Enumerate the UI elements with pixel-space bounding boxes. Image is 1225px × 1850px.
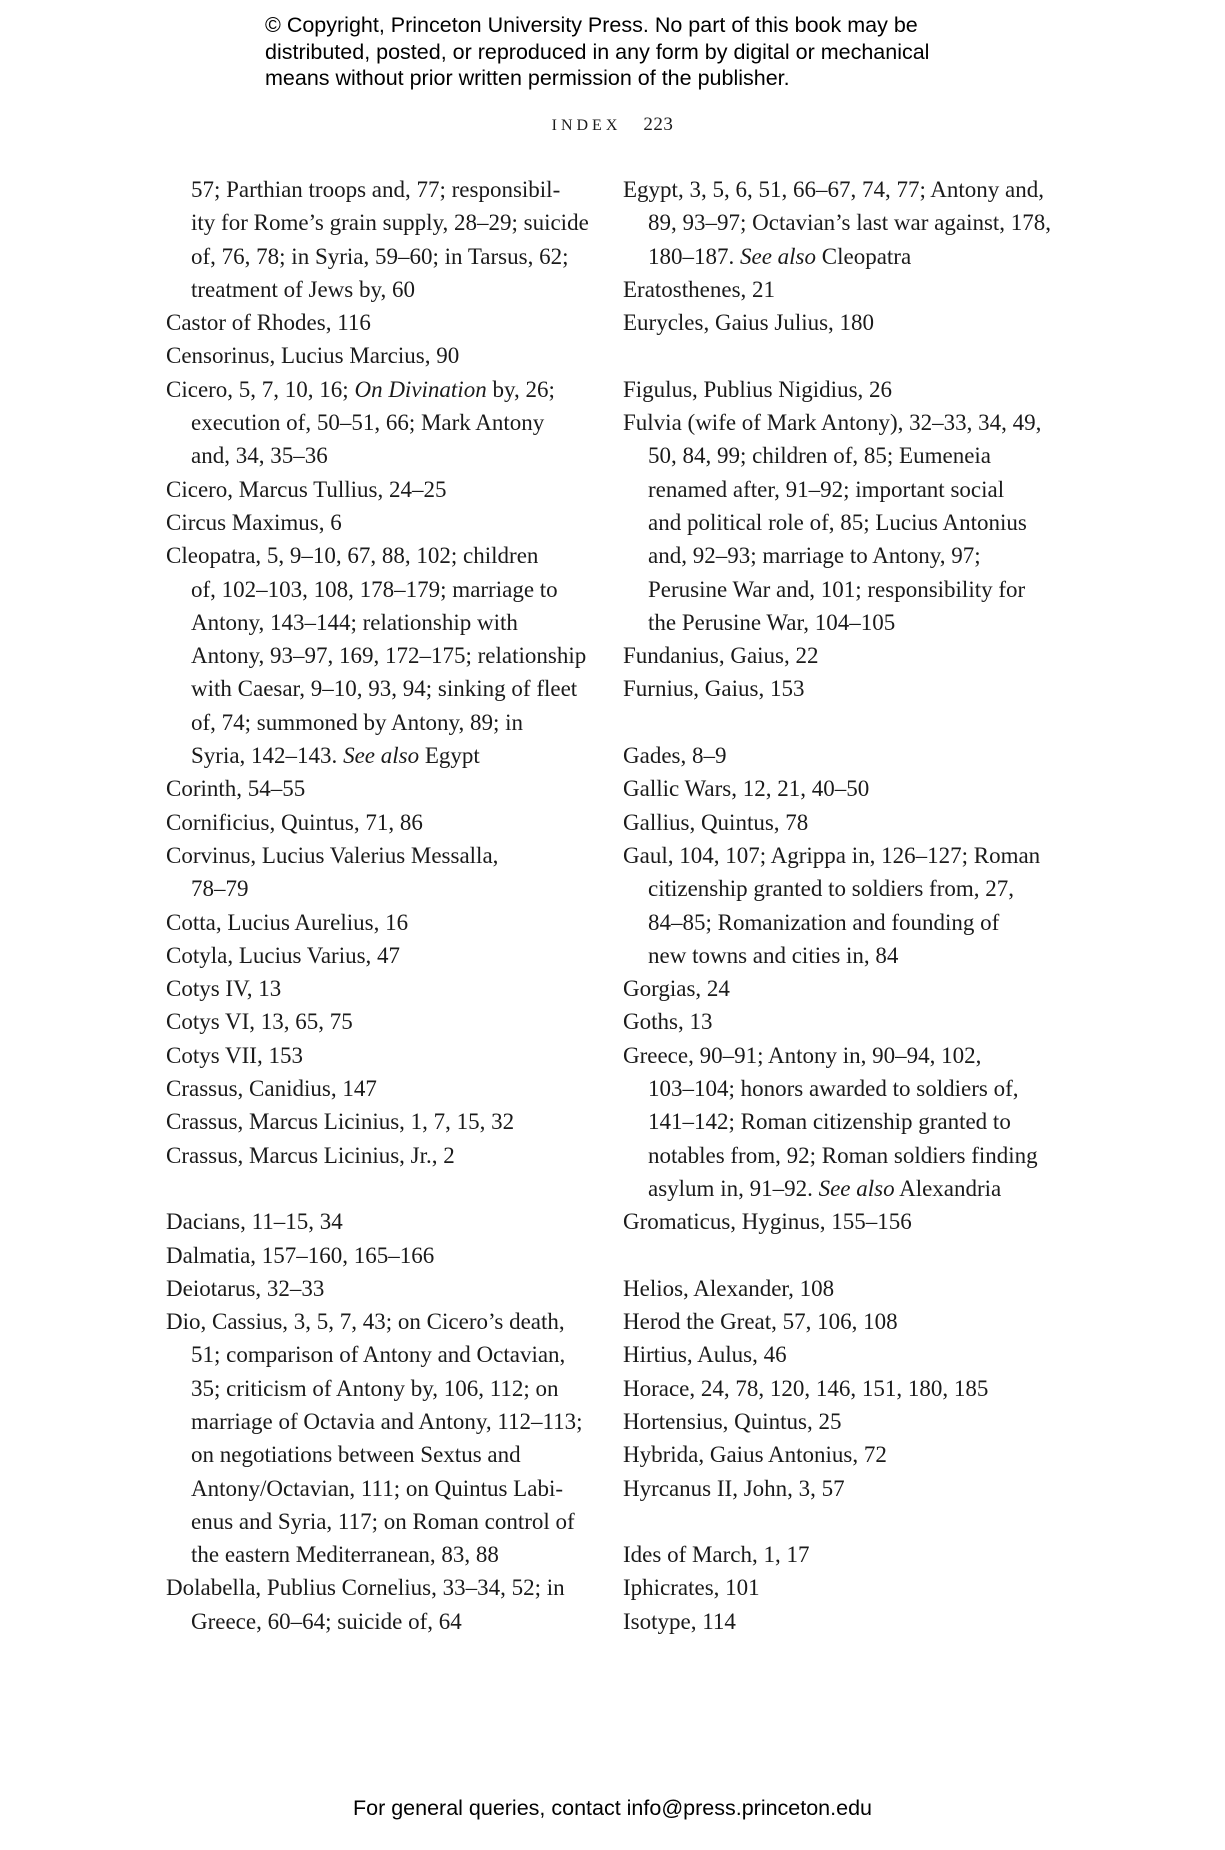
- index-entry: Crassus, Marcus Licinius, Jr., 2: [166, 1142, 455, 1168]
- index-entry: Gallius, Quintus, 78: [623, 809, 809, 835]
- index-entry: Corinth, 54–55: [166, 776, 306, 802]
- index-column-left: [166, 173, 596, 1638]
- copyright-notice: [265, 12, 1005, 92]
- index-entry: Cotys VI, 13, 65, 75: [166, 1009, 353, 1035]
- index-entry: Censorinus, Lucius Marcius, 90: [166, 343, 460, 369]
- index-entry: Hybrida, Gaius Antonius, 72: [623, 1442, 887, 1468]
- index-entry: Dalmatia, 157–160, 165–166: [166, 1242, 435, 1268]
- index-entry: Dacians, 11–15, 34: [166, 1209, 343, 1235]
- index-entry: Gromaticus, Hyginus, 155–156: [623, 1209, 912, 1235]
- index-entry: Gades, 8–9: [623, 743, 727, 769]
- index-entry: Cicero, 5, 7, 10, 16; On Divination by, 26; execution of, 50–51, 66; Mark Antony and, 34, 35–36: [166, 376, 555, 469]
- index-entry: Dolabella, Publius Cornelius, 33–34, 52; in Greece, 60–64; suicide of, 64: [166, 1575, 565, 1634]
- index-entry: Ides of March, 1, 17: [623, 1542, 810, 1568]
- index-entry: Gorgias, 24: [623, 976, 730, 1002]
- index-entry: Greece, 90–91; Antony in, 90–94, 102, 103–104; honors awarded to soldiers of, 141–142; Roman citizenship granted to notables from, 92; Roman soldiers finding asylum in, 91–92. See also Alexandria: [623, 1042, 1038, 1201]
- index-entry: Furnius, Gaius, 153: [623, 676, 805, 702]
- index-entry: Fulvia (wife of Mark Antony), 32–33, 34, 49, 50, 84, 99; children of, 85; Eumeneia renamed after, 91–92; important social and political role of, 85; Lucius Antonius and, 92–93; marriage to Antony, 97; Perusine War and, 101; responsibility for the Perusine War, 104–105: [623, 410, 1042, 635]
- index-entry: Goths, 13: [623, 1009, 713, 1035]
- index-entry: Eurycles, Gaius Julius, 180: [623, 310, 875, 336]
- index-entry: Hortensius, Quintus, 25: [623, 1408, 842, 1434]
- index-entry: Hirtius, Aulus, 46: [623, 1342, 787, 1368]
- index-entry: Circus Maximus, 6: [166, 509, 342, 535]
- index-entry: Cleopatra, 5, 9–10, 67, 88, 102; children of, 102–103, 108, 178–179; marriage to Antony, 143–144; relationship with Antony, 93–97, 169, 172–175; relationship with Caesar, 9–10, 93, 94; sinking of fleet of, 74; summoned by Antony, 89; in Syria, 142–143. See also Egypt: [166, 543, 587, 769]
- index-entry: Fundanius, Gaius, 22: [623, 643, 819, 669]
- index-entry: Figulus, Publius Nigidius, 26: [623, 376, 893, 402]
- index-entry: Corvinus, Lucius Valerius Messalla, 78–79: [166, 842, 499, 902]
- page-number: 223: [643, 114, 674, 135]
- index-entry: Eratosthenes, 21: [623, 276, 776, 302]
- index-entry: Isotype, 114: [623, 1608, 736, 1634]
- running-head-label: INDEX: [551, 117, 622, 134]
- index-entry: Dio, Cassius, 3, 5, 7, 43; on Cicero’s death, 51; comparison of Antony and Octavian, 35; criticism of Antony by, 106, 112; on marriage of Octavia and Antony, 112–113; on negotiations between Sextus and Antony/Octavian, 111; on Quintus Labi- enus and Syria, 117; on Roman control of the eastern Mediterranean, 83, 88: [166, 1309, 583, 1568]
- index-entry: Cotta, Lucius Aurelius, 16: [166, 909, 409, 935]
- copyright-line: distributed, posted, or reproduced in any form by digital or mechanical: [265, 39, 930, 64]
- index-entry: Horace, 24, 78, 120, 146, 151, 180, 185: [623, 1375, 989, 1401]
- index-entry: 57; Parthian troops and, 77; responsibil- ity for Rome’s grain supply, 28–29; suicide of, 76, 78; in Syria, 59–60; in Tarsus, 62; treatment of Jews by, 60: [191, 177, 589, 302]
- index-entry: Gaul, 104, 107; Agrippa in, 126–127; Roman citizenship granted to soldiers from, 27, 84–85; Romanization and founding of new towns and cities in, 84: [623, 842, 1041, 968]
- index-entry: Cotys IV, 13: [166, 976, 282, 1002]
- index-column-right: [623, 173, 1063, 1638]
- index-entry: Egypt, 3, 5, 6, 51, 66–67, 74, 77; Antony and, 89, 93–97; Octavian’s last war against, 178, 180–187. See also Cleopatra: [623, 177, 1052, 269]
- index-entry: Iphicrates, 101: [623, 1575, 760, 1601]
- copyright-line: © Copyright, Princeton University Press. No part of this book may be: [265, 13, 918, 37]
- index-entry: Cornificius, Quintus, 71, 86: [166, 809, 423, 835]
- index-entry: Cotys VII, 153: [166, 1042, 303, 1068]
- index-entry: Crassus, Canidius, 147: [166, 1076, 377, 1102]
- letter-group-gap: [623, 339, 1063, 372]
- running-head: [0, 114, 1225, 136]
- footer-contact: For general queries, contact info@press.princeton.edu: [352, 1796, 872, 1820]
- index-entry: Helios, Alexander, 108: [623, 1275, 835, 1301]
- letter-group-gap: [623, 706, 1063, 739]
- index-entry: Crassus, Marcus Licinius, 1, 7, 15, 32: [166, 1109, 515, 1135]
- index-entry: Gallic Wars, 12, 21, 40–50: [623, 776, 870, 802]
- index-entry: Cotyla, Lucius Varius, 47: [166, 942, 401, 968]
- letter-group-gap: [166, 1172, 596, 1205]
- copyright-line: means without prior written permission of the publisher.: [265, 66, 790, 90]
- index-entry: Hyrcanus II, John, 3, 57: [623, 1475, 845, 1501]
- index-entry: Cicero, Marcus Tullius, 24–25: [166, 476, 447, 502]
- letter-group-gap: [623, 1505, 1063, 1538]
- index-entry: Herod the Great, 57, 106, 108: [623, 1309, 898, 1335]
- letter-group-gap: [623, 1239, 1063, 1272]
- index-entry: Deiotarus, 32–33: [166, 1275, 325, 1301]
- index-entry: Castor of Rhodes, 116: [166, 310, 371, 336]
